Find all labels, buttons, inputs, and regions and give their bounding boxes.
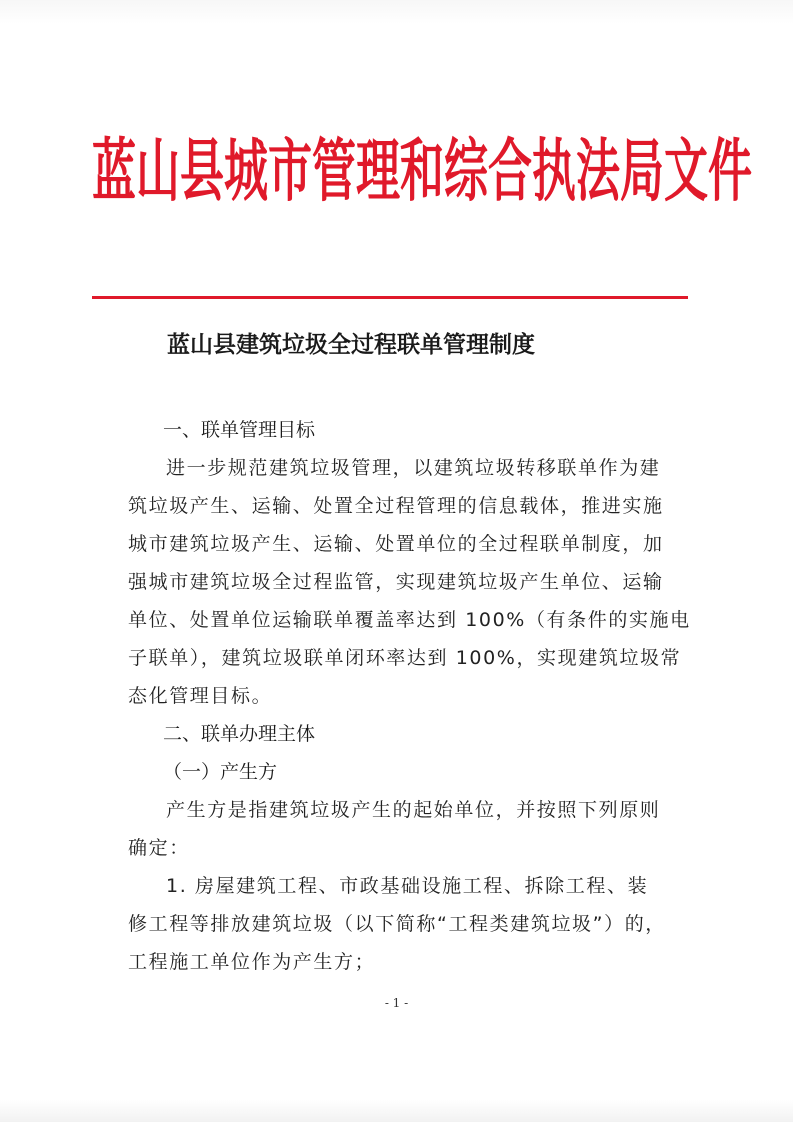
paragraph-line: 确定： — [128, 837, 190, 859]
paragraph-line: 进一步规范建筑垃圾管理，以建筑垃圾转移联单作为建 — [166, 457, 661, 479]
subsection-heading: （一）产生方 — [163, 761, 278, 783]
paragraph-line: 修工程等排放建筑垃圾（以下简称“工程类建筑垃圾”）的， — [128, 913, 666, 935]
paragraph-line: 态化管理目标。 — [128, 685, 273, 707]
section-heading-1: 一、联单管理目标 — [163, 419, 316, 441]
paragraph-line: 单位、处置单位运输联单覆盖率达到 100%（有条件的实施电 — [128, 609, 691, 631]
document-title: 蓝山县建筑垃圾全过程联单管理制度 — [167, 331, 535, 358]
page-number: - 1 - — [384, 996, 409, 1010]
header-red-rule — [92, 296, 688, 299]
paragraph-line: 子联单），建筑垃圾联单闭环率达到 100%，实现建筑垃圾常 — [128, 647, 682, 669]
paragraph-line: 工程施工单位作为产生方； — [128, 951, 376, 973]
paragraph-line: 1. 房屋建筑工程、市政基础设施工程、拆除工程、装 — [166, 875, 649, 897]
paragraph-line: 城市建筑垃圾产生、运输、处置单位的全过程联单制度，加 — [128, 533, 664, 555]
paragraph-line: 强城市建筑垃圾全过程监管，实现建筑垃圾产生单位、运输 — [128, 571, 664, 593]
section-heading-2: 二、联单办理主体 — [163, 723, 316, 745]
paragraph-line: 筑垃圾产生、运输、处置全过程管理的信息载体，推进实施 — [128, 495, 664, 517]
agency-header-title: 蓝山县城市管理和综合执法局文件 — [92, 132, 752, 212]
paragraph-line: 产生方是指建筑垃圾产生的起始单位，并按照下列原则 — [166, 799, 661, 821]
